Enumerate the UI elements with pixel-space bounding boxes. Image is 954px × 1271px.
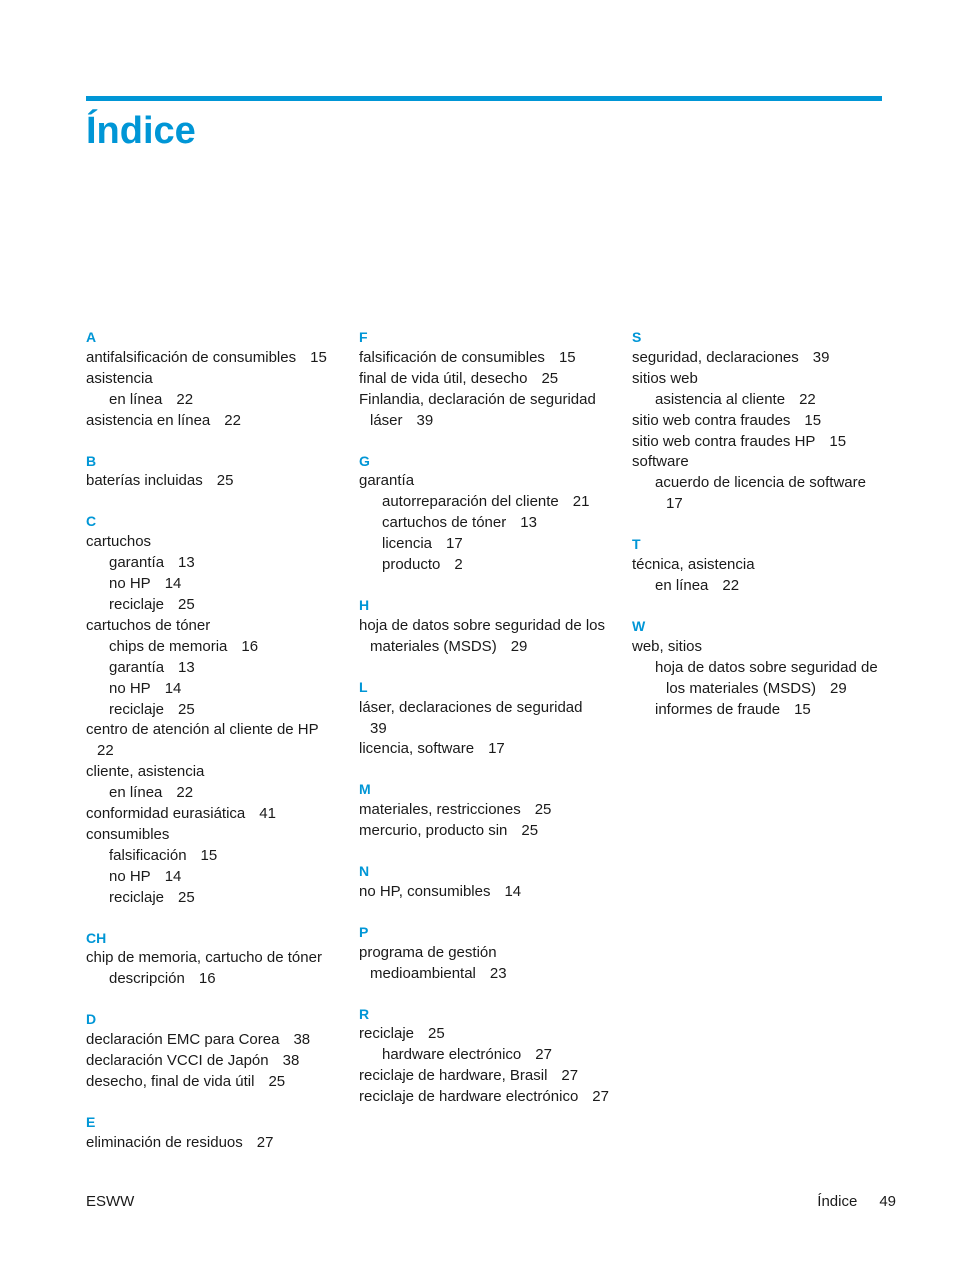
index-group bbox=[359, 1004, 609, 1109]
index-letter-heading: A bbox=[86, 329, 97, 345]
index-entry bbox=[359, 800, 609, 821]
index-letter-heading: N bbox=[359, 863, 370, 880]
index-letter-heading: F bbox=[359, 329, 368, 345]
index-page-ref: 13 bbox=[178, 658, 195, 676]
index-page-ref: 15 bbox=[310, 348, 327, 366]
index-subentry bbox=[86, 700, 336, 721]
index-page-ref: 38 bbox=[293, 1031, 311, 1049]
index-group bbox=[359, 779, 609, 842]
index-page-ref: 21 bbox=[572, 493, 590, 511]
index-entry bbox=[359, 616, 612, 658]
index-entry bbox=[86, 616, 336, 637]
index-page-ref: 15 bbox=[558, 348, 576, 366]
index-page-ref: 39 bbox=[812, 348, 830, 366]
index-subentry bbox=[359, 492, 609, 513]
index-entry bbox=[86, 369, 336, 390]
index-page-ref: 22 bbox=[176, 784, 194, 802]
index-entry bbox=[86, 720, 336, 762]
index-entry bbox=[359, 1024, 609, 1045]
index-entry bbox=[632, 411, 882, 432]
index-page-ref: 27 bbox=[592, 1088, 609, 1106]
index-entry-text: reciclaje bbox=[359, 1025, 415, 1043]
index-group bbox=[86, 1112, 336, 1154]
index-page-ref: 39 bbox=[416, 411, 434, 429]
index-page-ref: 22 bbox=[722, 576, 740, 594]
index-letter-heading: C bbox=[86, 513, 97, 530]
index-letter-heading: T bbox=[632, 536, 641, 553]
index-group bbox=[359, 677, 609, 761]
index-entry-text: asistencia bbox=[86, 369, 153, 387]
index-column-3 bbox=[632, 327, 882, 739]
index-group bbox=[86, 928, 336, 991]
index-letter-heading: L bbox=[359, 678, 368, 695]
index-entry-text: baterías incluidas bbox=[86, 472, 203, 490]
index-entry-text: sitios web bbox=[632, 369, 698, 387]
footer-doc-code: ESWW bbox=[86, 1193, 135, 1210]
index-entry-text: licencia bbox=[382, 535, 433, 553]
footer-page-label bbox=[817, 1192, 896, 1212]
index-entry-text: en línea bbox=[655, 576, 709, 594]
index-entry bbox=[86, 804, 336, 825]
index-page-ref: 27 bbox=[561, 1067, 579, 1085]
index-entry bbox=[86, 1072, 336, 1093]
index-group bbox=[632, 534, 882, 597]
index-entry-text: reciclaje de hardware, Brasil bbox=[359, 1067, 548, 1085]
index-page-ref: 22 bbox=[176, 390, 194, 408]
index-entry-text: final de vida útil, desecho bbox=[359, 369, 528, 387]
index-letter-heading: CH bbox=[86, 929, 107, 946]
index-entry-text: asistencia en línea bbox=[86, 411, 211, 429]
index-entry-text: cartuchos de tóner bbox=[86, 616, 211, 634]
index-entry-text: no HP, consumibles bbox=[359, 882, 491, 900]
index-entry-text: reciclaje de hardware electrónico bbox=[359, 1088, 579, 1106]
index-group bbox=[359, 595, 609, 658]
index-page-ref: 25 bbox=[268, 1073, 286, 1090]
index-entry-text: cartuchos bbox=[86, 533, 152, 551]
index-entry bbox=[359, 698, 609, 740]
index-group bbox=[632, 327, 882, 515]
index-entry-text: sitio web contra fraudes HP bbox=[632, 432, 816, 450]
index-entry-text: autorreparación del cliente bbox=[382, 493, 559, 511]
index-entry bbox=[359, 1066, 609, 1087]
index-page-ref: 13 bbox=[178, 554, 195, 572]
index-subentry bbox=[86, 846, 336, 867]
index-page-ref: 25 bbox=[428, 1025, 445, 1043]
index-entry-text: seguridad, declaraciones bbox=[632, 348, 799, 366]
index-letter-heading: G bbox=[359, 452, 370, 469]
index-subentry bbox=[359, 1045, 609, 1066]
index-page-ref: 39 bbox=[370, 719, 387, 737]
index-entry bbox=[632, 637, 882, 658]
index-subentry bbox=[359, 555, 609, 576]
index-entry bbox=[632, 452, 882, 473]
index-subentry bbox=[632, 576, 882, 597]
index-subentry bbox=[359, 534, 609, 555]
index-entry-text: reciclaje bbox=[109, 888, 165, 906]
index-subentry bbox=[359, 513, 609, 534]
index-entry-text: materiales, restricciones bbox=[359, 801, 521, 819]
index-entry bbox=[86, 948, 336, 969]
index-subentry bbox=[86, 658, 336, 679]
index-page-ref: 38 bbox=[282, 1052, 300, 1070]
index-subentry bbox=[86, 867, 336, 888]
index-subentry bbox=[632, 390, 882, 411]
index-page-ref: 14 bbox=[504, 882, 522, 900]
index-entry bbox=[359, 739, 609, 760]
index-entry-text: descripción bbox=[109, 970, 185, 988]
index-subentry bbox=[86, 888, 336, 909]
index-entry bbox=[86, 532, 336, 553]
index-entry bbox=[86, 762, 336, 783]
index-entry-text: técnica, asistencia bbox=[632, 556, 755, 574]
index-entry-text: chip de memoria, cartucho de tóner bbox=[86, 949, 322, 967]
index-subentry bbox=[632, 700, 882, 721]
index-page-ref: 17 bbox=[666, 495, 683, 513]
page-title: Índice bbox=[86, 110, 196, 152]
index-entry bbox=[359, 369, 609, 390]
index-entry-text: asistencia al cliente bbox=[655, 390, 786, 408]
index-entry-text: garantía bbox=[109, 658, 165, 676]
index-entry bbox=[86, 1030, 336, 1051]
index-entry-text: no HP bbox=[109, 575, 151, 593]
index-page-ref: 29 bbox=[830, 679, 847, 697]
index-entry-text: sitio web contra fraudes bbox=[632, 411, 791, 429]
index-entry bbox=[359, 348, 609, 369]
index-entry-text: eliminación de residuos bbox=[86, 1133, 243, 1151]
index-entry-text: láser, declaraciones de seguridad bbox=[359, 698, 583, 716]
index-page-ref: 25 bbox=[521, 822, 539, 840]
index-subentry bbox=[86, 783, 336, 804]
index-entry-text: informes de fraude bbox=[655, 700, 781, 718]
index-page-ref: 25 bbox=[178, 595, 195, 613]
index-page-ref: 17 bbox=[488, 740, 505, 758]
index-entry bbox=[86, 411, 336, 432]
index-entry bbox=[86, 471, 336, 492]
index-column-1 bbox=[86, 327, 336, 1173]
index-entry-text: antifalsificación de consumibles bbox=[86, 348, 297, 366]
index-page-ref: 15 bbox=[200, 846, 218, 864]
index-entry-text: falsificación bbox=[109, 846, 187, 864]
index-group bbox=[86, 327, 336, 432]
index-entry-text: conformidad eurasiática bbox=[86, 805, 246, 823]
index-page-ref: 23 bbox=[489, 964, 507, 982]
index-entry-text: chips de memoria bbox=[109, 637, 228, 655]
index-entry-text: centro de atención al cliente de HP bbox=[86, 721, 319, 739]
index-page-ref: 27 bbox=[535, 1046, 552, 1064]
index-page-ref: 16 bbox=[198, 970, 216, 988]
index-page-ref: 15 bbox=[794, 700, 811, 718]
index-page-ref: 14 bbox=[164, 575, 182, 593]
index-letter-heading: W bbox=[632, 617, 646, 634]
index-entry bbox=[359, 821, 609, 842]
index-entry-text: no HP bbox=[109, 867, 151, 885]
index-entry-text: Finlandia, declaración de seguridad láser bbox=[359, 390, 596, 429]
index-letter-heading: M bbox=[359, 781, 371, 798]
index-entry-text: cartuchos de tóner bbox=[382, 514, 507, 532]
index-page-ref: 25 bbox=[541, 369, 559, 387]
index-entry-text: hardware electrónico bbox=[382, 1046, 522, 1064]
index-letter-heading: S bbox=[632, 329, 642, 345]
index-subentry bbox=[86, 969, 336, 990]
index-letter-heading: P bbox=[359, 923, 369, 940]
index-entry-text: producto bbox=[382, 556, 441, 574]
index-entry bbox=[359, 390, 612, 432]
index-page-ref: 25 bbox=[178, 700, 195, 718]
index-group bbox=[86, 451, 336, 493]
index-group bbox=[359, 451, 609, 576]
index-subentry bbox=[86, 390, 336, 411]
index-page-ref: 41 bbox=[259, 805, 276, 823]
index-entry-text: cliente, asistencia bbox=[86, 763, 205, 781]
index-group bbox=[632, 616, 882, 721]
index-entry-text: declaración VCCI de Japón bbox=[86, 1052, 269, 1070]
index-group bbox=[359, 861, 609, 903]
index-entry-text: hoja de datos sobre seguridad de los materiales (MSDS) bbox=[359, 616, 606, 655]
index-entry bbox=[86, 1051, 336, 1072]
index-entry bbox=[359, 471, 609, 492]
index-entry-text: hoja de datos sobre seguridad de los materiales (MSDS) bbox=[655, 658, 878, 697]
index-entry-text: no HP bbox=[109, 679, 151, 697]
index-page-ref: 25 bbox=[534, 801, 552, 819]
index-subentry bbox=[86, 595, 336, 616]
index-entry-text: acuerdo de licencia de software bbox=[655, 474, 866, 492]
index-letter-heading: D bbox=[86, 1011, 97, 1028]
index-entry bbox=[359, 1087, 609, 1108]
index-page-ref: 22 bbox=[799, 390, 816, 408]
index-letter-heading: E bbox=[86, 1113, 96, 1130]
index-entry-text: consumibles bbox=[86, 825, 170, 843]
index-page-ref: 15 bbox=[804, 411, 822, 429]
index-entry bbox=[632, 369, 882, 390]
index-entry-text: desecho, final de vida útil bbox=[86, 1073, 255, 1090]
index-subentry bbox=[86, 679, 336, 700]
index-entry-text: garantía bbox=[359, 472, 415, 490]
index-page-ref: 25 bbox=[216, 472, 234, 490]
header-rule bbox=[86, 96, 882, 101]
index-subentry bbox=[86, 553, 336, 574]
index-entry-text: mercurio, producto sin bbox=[359, 822, 508, 840]
index-entry-text: reciclaje bbox=[109, 700, 165, 718]
index-entry-text: web, sitios bbox=[632, 637, 703, 655]
index-entry bbox=[632, 432, 882, 453]
index-subentry bbox=[86, 574, 336, 595]
index-page-ref: 29 bbox=[510, 637, 528, 655]
index-entry-text: garantía bbox=[109, 554, 165, 572]
index-column-2 bbox=[359, 327, 609, 1127]
index-entry bbox=[86, 825, 336, 846]
index-group bbox=[359, 327, 609, 432]
index-page-ref: 25 bbox=[178, 888, 195, 906]
index-entry-text: en línea bbox=[109, 390, 163, 408]
index-page-ref: 15 bbox=[829, 432, 847, 450]
index-group bbox=[359, 922, 609, 985]
index-entry-text: en línea bbox=[109, 784, 163, 802]
index-entry bbox=[86, 1133, 336, 1154]
index-entry-text: software bbox=[632, 453, 689, 471]
index-entry bbox=[632, 555, 882, 576]
index-page-ref: 22 bbox=[97, 742, 114, 760]
index-group bbox=[86, 511, 336, 908]
index-entry-text: declaración EMC para Corea bbox=[86, 1031, 280, 1049]
index-entry bbox=[359, 882, 609, 903]
index-subentry bbox=[632, 473, 882, 515]
index-subentry bbox=[86, 637, 336, 658]
index-page-ref: 27 bbox=[256, 1133, 274, 1151]
index-page-ref: 22 bbox=[224, 411, 241, 429]
index-entry bbox=[86, 348, 336, 369]
footer-section-name: Índice bbox=[817, 1193, 858, 1210]
index-entry-text: programa de gestión medioambiental bbox=[359, 943, 497, 982]
index-entry-text: falsificación de consumibles bbox=[359, 348, 545, 366]
index-page-ref: 14 bbox=[164, 867, 182, 885]
index-letter-heading: R bbox=[359, 1005, 370, 1022]
index-letter-heading: H bbox=[359, 596, 370, 613]
index-page-ref: 13 bbox=[520, 514, 537, 532]
footer-page-number: 49 bbox=[879, 1193, 896, 1210]
index-entry-text: reciclaje bbox=[109, 595, 165, 613]
index-letter-heading: B bbox=[86, 452, 97, 469]
index-entry-text: licencia, software bbox=[359, 740, 475, 758]
index-page-ref: 16 bbox=[241, 637, 259, 655]
index-entry bbox=[632, 348, 882, 369]
index-page-ref: 17 bbox=[446, 535, 463, 553]
index-page-ref: 2 bbox=[454, 556, 463, 574]
index-page-ref: 14 bbox=[164, 679, 182, 697]
index-group bbox=[86, 1009, 336, 1093]
index-subentry bbox=[632, 658, 884, 700]
index-entry bbox=[359, 943, 612, 985]
